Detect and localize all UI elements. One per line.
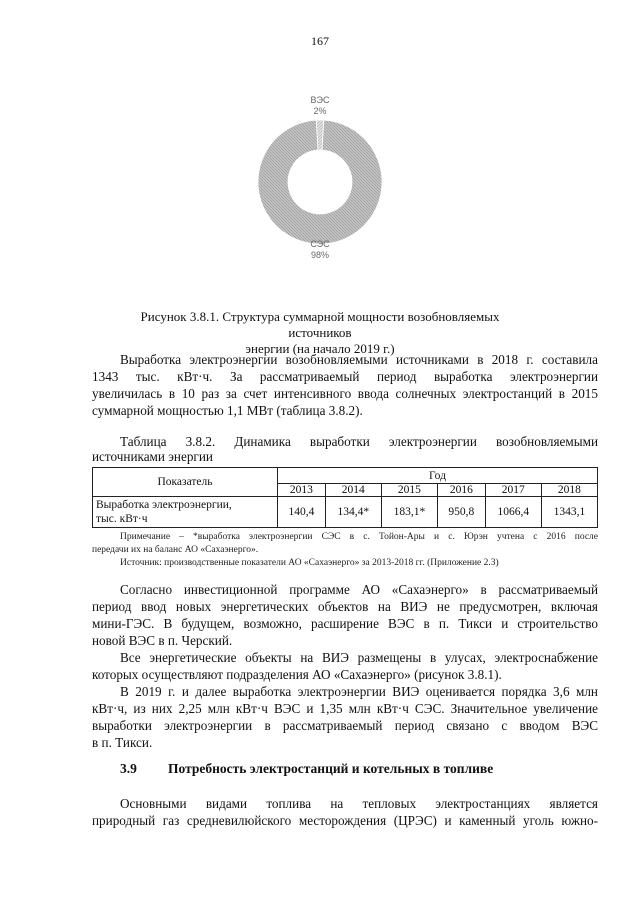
- text-line: Согласно инвестиционной программе АО «Сахаэнерго» в рассматриваемый: [120, 582, 598, 597]
- section-heading: [120, 761, 493, 777]
- paragraph-generation-2018: [92, 351, 598, 419]
- year-header: Год: [278, 468, 598, 484]
- paragraph-fuel-types: [92, 795, 598, 829]
- year-cell: 2013: [278, 484, 326, 497]
- text-line: 1343 тыс. кВт·ч. За рассматриваемый период выработка электроэнергии: [92, 369, 598, 384]
- text-line: увеличилась в 10 раз за счет интенсивного ввода солнечных электростанций в 2015: [92, 386, 598, 401]
- value-cell: 1066,4: [485, 497, 541, 528]
- table-header-row: [93, 468, 598, 484]
- note-line: Источник: производственные показатели АО «Сахаэнерго» за 2013-2018 гг. (Приложение 2.3): [120, 558, 499, 568]
- section-number: 3.9: [120, 761, 137, 776]
- table-notes: [92, 531, 598, 570]
- value-cell: 140,4: [278, 497, 326, 528]
- year-cell: 2018: [541, 484, 597, 497]
- slice-label: СЭС: [310, 239, 330, 249]
- text-line: В 2019 г. и далее выработка электроэнергии ВИЭ оценивается порядка 3,6 млн: [120, 684, 598, 699]
- text-line: источниками энергии: [92, 449, 213, 464]
- figure-caption-line: Рисунок 3.8.1. Структура суммарной мощности возобновляемых источников: [140, 309, 500, 340]
- section-title: Потребность электростанций и котельных в топливе: [168, 761, 494, 776]
- generation-table: [92, 467, 598, 528]
- paragraph-investment-program: [92, 581, 598, 649]
- text-line: Основными видами топлива на тепловых электростанциях является: [120, 796, 598, 811]
- text-line: Выработка электроэнергии возобновляемыми источниками в 2018 г. составила: [120, 352, 598, 367]
- table-row: [93, 497, 598, 528]
- text-line: природный газ средневилюйского месторождения (ЦРЭС) и каменный уголь южно-: [92, 813, 598, 828]
- slice-value-label: 2%: [313, 106, 327, 116]
- text-line: выработки электроэнергии в рассматриваемый период связано с вводом ВЭС: [92, 718, 598, 733]
- year-cell: 2016: [437, 484, 485, 497]
- slice-label: ВЭС: [310, 95, 330, 105]
- donut-chart: [254, 82, 386, 282]
- year-cell: 2015: [381, 484, 437, 497]
- text-line: в п. Тикси.: [92, 735, 153, 750]
- value-cell: 183,1*: [381, 497, 437, 528]
- slice-value-label: 98%: [310, 250, 330, 260]
- figure-caption: [110, 309, 530, 357]
- text-line: мини-ГЭС. В будущем, возможно, расширение ВЭС в п. Тикси и строительство: [92, 616, 598, 631]
- text-line: кВт·ч, из них 2,25 млн кВт·ч ВЭС и 1,35 млн кВт·ч СЭС. Значительное увеличение: [92, 701, 598, 716]
- indicator-header: Показатель: [93, 468, 278, 497]
- table-title: [92, 434, 598, 464]
- text-line: Все энергетические объекты на ВИЭ размещены в улусах, электроснабжение: [120, 650, 598, 665]
- note-line: Примечание – *выработка электроэнергии СЭС в с. Тойон-Ары и с. Юрэн учтена с 2016 после: [120, 532, 598, 542]
- text-line: Таблица 3.8.2. Динамика выработки электроэнергии возобновляемыми: [120, 434, 598, 449]
- paragraph-objects-location: [92, 649, 598, 683]
- value-cell: 950,8: [437, 497, 485, 528]
- paragraph-forecast-2019: [92, 683, 598, 751]
- row-label-line: тыс. кВт·ч: [96, 513, 148, 525]
- text-line: которых осуществляют подразделения АО «Сахаэнерго» (рисунок 3.8.1).: [92, 667, 502, 682]
- year-cell: 2017: [485, 484, 541, 497]
- note-line: передачи их на баланс АО «Сахаэнерго».: [92, 545, 259, 555]
- year-cell: 2014: [325, 484, 381, 497]
- text-line: суммарной мощностью 1,1 МВт (таблица 3.8.2).: [92, 403, 363, 418]
- row-label: [93, 497, 278, 528]
- value-cell: 134,4*: [325, 497, 381, 528]
- value-cell: 1343,1: [541, 497, 597, 528]
- text-line: новой ВЭС в п. Черский.: [92, 633, 233, 648]
- row-label-line: Выработка электроэнергии,: [96, 499, 232, 511]
- figure-caption-line: энергии (на начало 2019 г.): [245, 341, 395, 356]
- page-number: 167: [311, 34, 329, 48]
- text-line: период ввод новых энергетических объектов на ВИЭ не предусмотрен, включая: [92, 599, 598, 614]
